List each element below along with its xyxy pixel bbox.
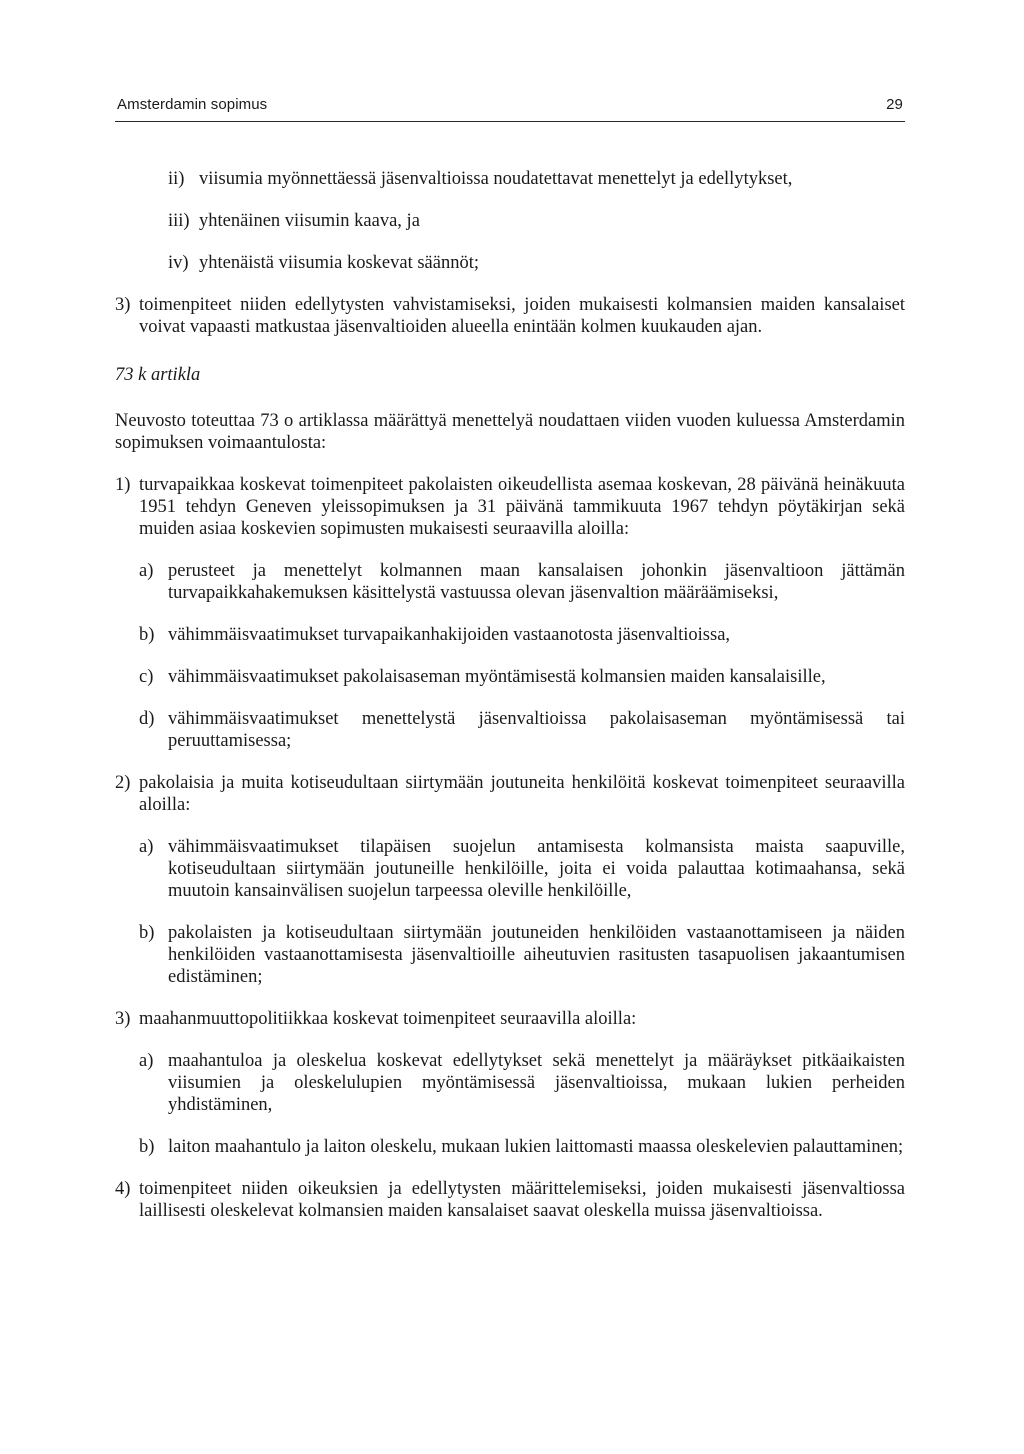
item-number: iv) (168, 253, 189, 273)
sub-item-letter: b) (139, 923, 155, 943)
sub-item-letter: b) (139, 1137, 155, 1157)
sub-item-text: vähimmäisvaatimukset turvapaikanhakijoiden vastaanotosta jäsenvaltioissa, (168, 625, 731, 645)
sub-item-text: perusteet ja menettelyt kolmannen maan kansalaisen johonkin jäsenvaltioon jättämän turvapaikkahakemuksen käsittelystä vastuussa olevan jäsenvaltion määräämiseksi, (168, 561, 905, 603)
sub-list-item (115, 922, 905, 988)
sub-item-letter: a) (139, 1051, 154, 1071)
sub-item-text: vähimmäisvaatimukset pakolaisaseman myöntämisestä kolmansien maiden kansalaisille, (168, 667, 826, 687)
sub-item-text: vähimmäisvaatimukset tilapäisen suojelun antamisesta kolmansista maista saapuville, kotiseudultaan siirtymään joutuneille henkilöille, joita ei voida palauttaa kotimaahansa, sekä muutoin kansainvälisen suojelun tarpeessa oleville henkilöille, (168, 837, 905, 901)
sub-list-item (115, 624, 905, 646)
sub-item-letter: a) (139, 561, 154, 581)
document-page (115, 96, 905, 1242)
article-list (115, 474, 905, 1222)
sub-list-item (115, 1136, 905, 1158)
item-text: maahanmuuttopolitiikkaa koskevat toimenpiteet seuraavilla aloilla: (139, 1009, 637, 1029)
sub-list-item (115, 708, 905, 752)
list-item (115, 772, 905, 816)
list-item (115, 252, 905, 274)
sub-item-letter: c) (139, 667, 154, 687)
sub-item-letter: b) (139, 625, 155, 645)
sub-list-item (115, 836, 905, 902)
item-number: 3) (115, 1009, 131, 1029)
item-text: viisumia myönnettäessä jäsenvaltioissa noudatettavat menettelyt ja edellytykset, (199, 169, 793, 189)
item-number: iii) (168, 211, 190, 231)
list-item (115, 294, 905, 338)
item-text: toimenpiteet niiden edellytysten vahvistamiseksi, joiden mukaisesti kolmansien maiden kansalaiset voivat vapaasti matkustaa jäsenvaltioiden alueella enintään kolmen kuukauden ajan. (139, 295, 905, 337)
list-item (115, 210, 905, 232)
item-text: yhtenäinen viisumin kaava, ja (199, 211, 420, 231)
running-header (115, 96, 905, 122)
item-number: 3) (115, 295, 131, 315)
page-number: 29 (886, 96, 903, 113)
sub-item-text: laiton maahantulo ja laiton oleskelu, mukaan lukien laittomasti maassa oleskelevien palauttaminen; (168, 1137, 904, 1157)
sub-item-text: pakolaisten ja kotiseudultaan siirtymään joutuneiden henkilöiden vastaanottamiseen ja näiden henkilöiden vastaanottamisesta jäsenvaltioille aiheutuvien rasitusten tasapuolisen jakaantumisen edistäminen; (168, 923, 905, 987)
item-number: 2) (115, 773, 131, 793)
article-heading: 73 k artikla (115, 365, 201, 385)
sub-list-item (115, 666, 905, 688)
item-number: 4) (115, 1179, 131, 1199)
item-text: toimenpiteet niiden oikeuksien ja edellytysten määrittelemiseksi, joiden mukaisesti jäsenvaltiossa laillisesti oleskelevat kolmansien maiden kansalaiset saavat oleskella muissa jäsenvaltioissa. (139, 1179, 905, 1221)
sub-item-text: vähimmäisvaatimukset menettelystä jäsenvaltioissa pakolaisaseman myöntämisessä tai peruuttamisessa; (168, 709, 905, 751)
sub-item-letter: a) (139, 837, 154, 857)
sub-list-item (115, 1050, 905, 1116)
item-number: 1) (115, 475, 131, 495)
list-item (115, 168, 905, 190)
document-body (115, 168, 905, 1222)
list-item (115, 474, 905, 540)
item-number: ii) (168, 169, 185, 189)
header-title: Amsterdamin sopimus (117, 96, 268, 113)
list-item (115, 1178, 905, 1222)
list-item (115, 1008, 905, 1030)
item-text: pakolaisia ja muita kotiseudultaan siirtymään joutuneita henkilöitä koskevat toimenpiteet seuraavilla aloilla: (139, 773, 905, 815)
item-text: turvapaikkaa koskevat toimenpiteet pakolaisten oikeudellista asemaa koskevan, 28 päivänä heinäkuuta 1951 tehdyn Geneven yleissopimuksen ja 31 päivänä tammikuuta 1967 tehdyn pöytäkirjan sekä muiden asiaa koskevien sopimusten mukaisesti seuraavilla aloilla: (139, 475, 905, 539)
sub-list-item (115, 560, 905, 604)
item-text: yhtenäistä viisumia koskevat säännöt; (199, 253, 480, 273)
sub-item-letter: d) (139, 709, 155, 729)
article-intro: Neuvosto toteuttaa 73 o artiklassa määrättyä menettelyä noudattaen viiden vuoden kuluessa Amsterdamin sopimuksen voimaantulosta: (115, 411, 905, 453)
sub-item-text: maahantuloa ja oleskelua koskevat edellytykset sekä menettelyt ja määräykset pitkäaikaisten viisumien ja oleskelulupien myöntämisessä jäsenvaltioissa, mukaan lukien perheiden yhdistäminen, (168, 1051, 905, 1115)
